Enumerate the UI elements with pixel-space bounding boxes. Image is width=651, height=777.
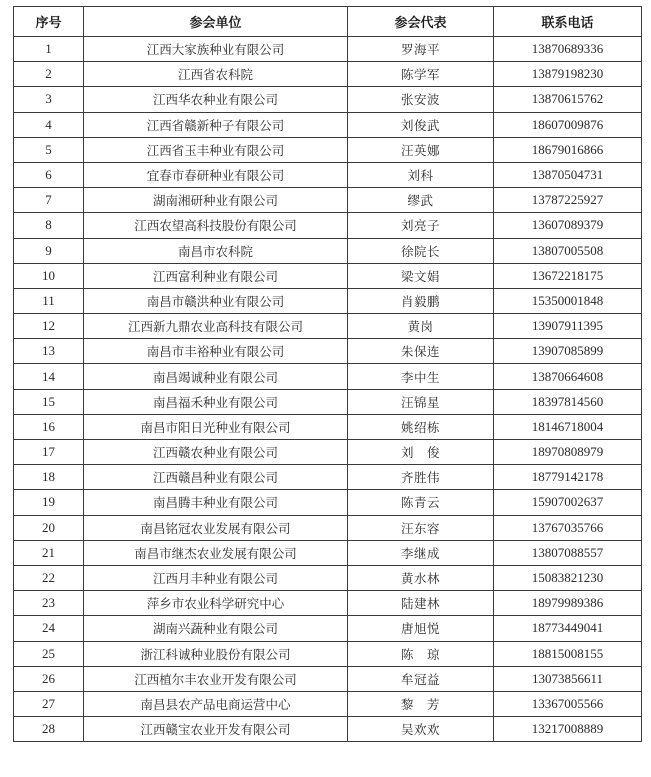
cell-representative: 张安波 — [348, 87, 494, 112]
cell-phone: 13807005508 — [494, 238, 642, 263]
cell-phone: 13870615762 — [494, 87, 642, 112]
cell-representative: 陆建林 — [348, 591, 494, 616]
cell-representative: 陈 琼 — [348, 641, 494, 666]
cell-phone: 13787225927 — [494, 188, 642, 213]
table-row — [14, 414, 642, 439]
cell-phone: 18679016866 — [494, 137, 642, 162]
cell-organization: 江西省赣新种子有限公司 — [84, 112, 348, 137]
table-row — [14, 490, 642, 515]
header-representative: 参会代表 — [348, 7, 494, 37]
cell-representative: 刘亮子 — [348, 213, 494, 238]
table-row — [14, 641, 642, 666]
cell-index: 18 — [14, 465, 84, 490]
cell-index: 4 — [14, 112, 84, 137]
table-row — [14, 238, 642, 263]
cell-phone: 13217008889 — [494, 717, 642, 742]
document-sheet — [13, 6, 641, 742]
cell-phone: 18773449041 — [494, 616, 642, 641]
cell-representative: 牟冠益 — [348, 666, 494, 691]
cell-index: 3 — [14, 87, 84, 112]
table-row — [14, 515, 642, 540]
header-row — [14, 7, 642, 37]
cell-representative: 刘科 — [348, 162, 494, 187]
cell-representative: 李继成 — [348, 540, 494, 565]
cell-index: 6 — [14, 162, 84, 187]
cell-organization: 江西赣昌种业有限公司 — [84, 465, 348, 490]
table-row — [14, 540, 642, 565]
cell-index: 16 — [14, 414, 84, 439]
table-row — [14, 162, 642, 187]
table-row — [14, 591, 642, 616]
cell-representative: 朱保连 — [348, 339, 494, 364]
cell-organization: 浙江科诚种业股份有限公司 — [84, 641, 348, 666]
table-row — [14, 288, 642, 313]
cell-phone: 13870664608 — [494, 364, 642, 389]
table-row — [14, 263, 642, 288]
cell-representative: 罗海平 — [348, 37, 494, 62]
cell-organization: 南昌腾丰种业有限公司 — [84, 490, 348, 515]
table-body — [14, 37, 642, 742]
cell-organization: 江西省农科院 — [84, 62, 348, 87]
cell-representative: 陈学军 — [348, 62, 494, 87]
cell-index: 19 — [14, 490, 84, 515]
table-row — [14, 112, 642, 137]
table-row — [14, 87, 642, 112]
cell-organization: 湖南湘研种业有限公司 — [84, 188, 348, 213]
table-row — [14, 465, 642, 490]
cell-organization: 江西月丰种业有限公司 — [84, 565, 348, 590]
cell-phone: 13870689336 — [494, 37, 642, 62]
cell-phone: 13807088557 — [494, 540, 642, 565]
cell-organization: 南昌市继杰农业发展有限公司 — [84, 540, 348, 565]
cell-phone: 18397814560 — [494, 389, 642, 414]
cell-index: 8 — [14, 213, 84, 238]
cell-representative: 唐旭悦 — [348, 616, 494, 641]
table-row — [14, 616, 642, 641]
cell-organization: 江西农望高科技股份有限公司 — [84, 213, 348, 238]
cell-representative: 黄岗 — [348, 314, 494, 339]
cell-representative: 刘 俊 — [348, 440, 494, 465]
header-organization: 参会单位 — [84, 7, 348, 37]
cell-index: 11 — [14, 288, 84, 313]
cell-representative: 黄水林 — [348, 565, 494, 590]
cell-phone: 18146718004 — [494, 414, 642, 439]
cell-organization: 南昌市丰裕种业有限公司 — [84, 339, 348, 364]
table-row — [14, 314, 642, 339]
cell-organization: 南昌市赣洪种业有限公司 — [84, 288, 348, 313]
cell-organization: 湖南兴蔬种业有限公司 — [84, 616, 348, 641]
table-row — [14, 188, 642, 213]
cell-representative: 吴欢欢 — [348, 717, 494, 742]
cell-phone: 18979989386 — [494, 591, 642, 616]
cell-representative: 汪东容 — [348, 515, 494, 540]
table-row — [14, 137, 642, 162]
header-index: 序号 — [14, 7, 84, 37]
cell-phone: 13672218175 — [494, 263, 642, 288]
cell-organization: 南昌市农科院 — [84, 238, 348, 263]
table-row — [14, 62, 642, 87]
cell-index: 25 — [14, 641, 84, 666]
cell-organization: 南昌市阳日光种业有限公司 — [84, 414, 348, 439]
cell-organization: 宜春市春研种业有限公司 — [84, 162, 348, 187]
table-row — [14, 37, 642, 62]
cell-representative: 肖毅鹏 — [348, 288, 494, 313]
table-row — [14, 717, 642, 742]
cell-organization: 南昌铭冠农业发展有限公司 — [84, 515, 348, 540]
cell-organization: 江西新九鼎农业高科技有限公司 — [84, 314, 348, 339]
cell-index: 2 — [14, 62, 84, 87]
cell-index: 17 — [14, 440, 84, 465]
cell-phone: 18970808979 — [494, 440, 642, 465]
header-phone: 联系电话 — [494, 7, 642, 37]
cell-index: 13 — [14, 339, 84, 364]
cell-representative: 缪武 — [348, 188, 494, 213]
cell-representative: 黎 芳 — [348, 691, 494, 716]
cell-representative: 梁文娟 — [348, 263, 494, 288]
cell-index: 1 — [14, 37, 84, 62]
cell-index: 5 — [14, 137, 84, 162]
cell-index: 20 — [14, 515, 84, 540]
cell-organization: 江西大家族种业有限公司 — [84, 37, 348, 62]
table-row — [14, 565, 642, 590]
table-row — [14, 691, 642, 716]
cell-index: 26 — [14, 666, 84, 691]
cell-phone: 13607089379 — [494, 213, 642, 238]
cell-representative: 姚绍栋 — [348, 414, 494, 439]
cell-representative: 陈青云 — [348, 490, 494, 515]
cell-organization: 萍乡市农业科学研究中心 — [84, 591, 348, 616]
cell-phone: 15083821230 — [494, 565, 642, 590]
cell-index: 27 — [14, 691, 84, 716]
cell-organization: 江西植尔丰农业开发有限公司 — [84, 666, 348, 691]
cell-organization: 江西华农种业有限公司 — [84, 87, 348, 112]
cell-index: 12 — [14, 314, 84, 339]
table-row — [14, 440, 642, 465]
cell-phone: 15350001848 — [494, 288, 642, 313]
cell-phone: 18607009876 — [494, 112, 642, 137]
cell-organization: 南昌县农产品电商运营中心 — [84, 691, 348, 716]
cell-phone: 13767035766 — [494, 515, 642, 540]
cell-index: 22 — [14, 565, 84, 590]
cell-index: 10 — [14, 263, 84, 288]
cell-phone: 13879198230 — [494, 62, 642, 87]
cell-representative: 徐院长 — [348, 238, 494, 263]
cell-organization: 江西赣宝农业开发有限公司 — [84, 717, 348, 742]
cell-index: 21 — [14, 540, 84, 565]
cell-index: 28 — [14, 717, 84, 742]
table-row — [14, 364, 642, 389]
cell-representative: 李中生 — [348, 364, 494, 389]
cell-representative: 齐胜伟 — [348, 465, 494, 490]
cell-index: 24 — [14, 616, 84, 641]
attendee-table — [13, 6, 642, 742]
table-row — [14, 666, 642, 691]
cell-organization: 南昌竭诚种业有限公司 — [84, 364, 348, 389]
cell-organization: 江西赣农种业有限公司 — [84, 440, 348, 465]
cell-phone: 18815008155 — [494, 641, 642, 666]
cell-representative: 汪英娜 — [348, 137, 494, 162]
table-row — [14, 339, 642, 364]
cell-phone: 18779142178 — [494, 465, 642, 490]
cell-representative: 刘俊武 — [348, 112, 494, 137]
cell-phone: 13073856611 — [494, 666, 642, 691]
cell-phone: 15907002637 — [494, 490, 642, 515]
cell-index: 14 — [14, 364, 84, 389]
cell-phone: 13907911395 — [494, 314, 642, 339]
cell-phone: 13907085899 — [494, 339, 642, 364]
cell-organization: 南昌福禾种业有限公司 — [84, 389, 348, 414]
cell-phone: 13870504731 — [494, 162, 642, 187]
cell-representative: 汪锦星 — [348, 389, 494, 414]
table-row — [14, 213, 642, 238]
cell-organization: 江西省玉丰种业有限公司 — [84, 137, 348, 162]
cell-organization: 江西富利种业有限公司 — [84, 263, 348, 288]
cell-index: 9 — [14, 238, 84, 263]
table-row — [14, 389, 642, 414]
cell-index: 23 — [14, 591, 84, 616]
cell-index: 7 — [14, 188, 84, 213]
table-header — [14, 7, 642, 37]
cell-phone: 13367005566 — [494, 691, 642, 716]
cell-index: 15 — [14, 389, 84, 414]
